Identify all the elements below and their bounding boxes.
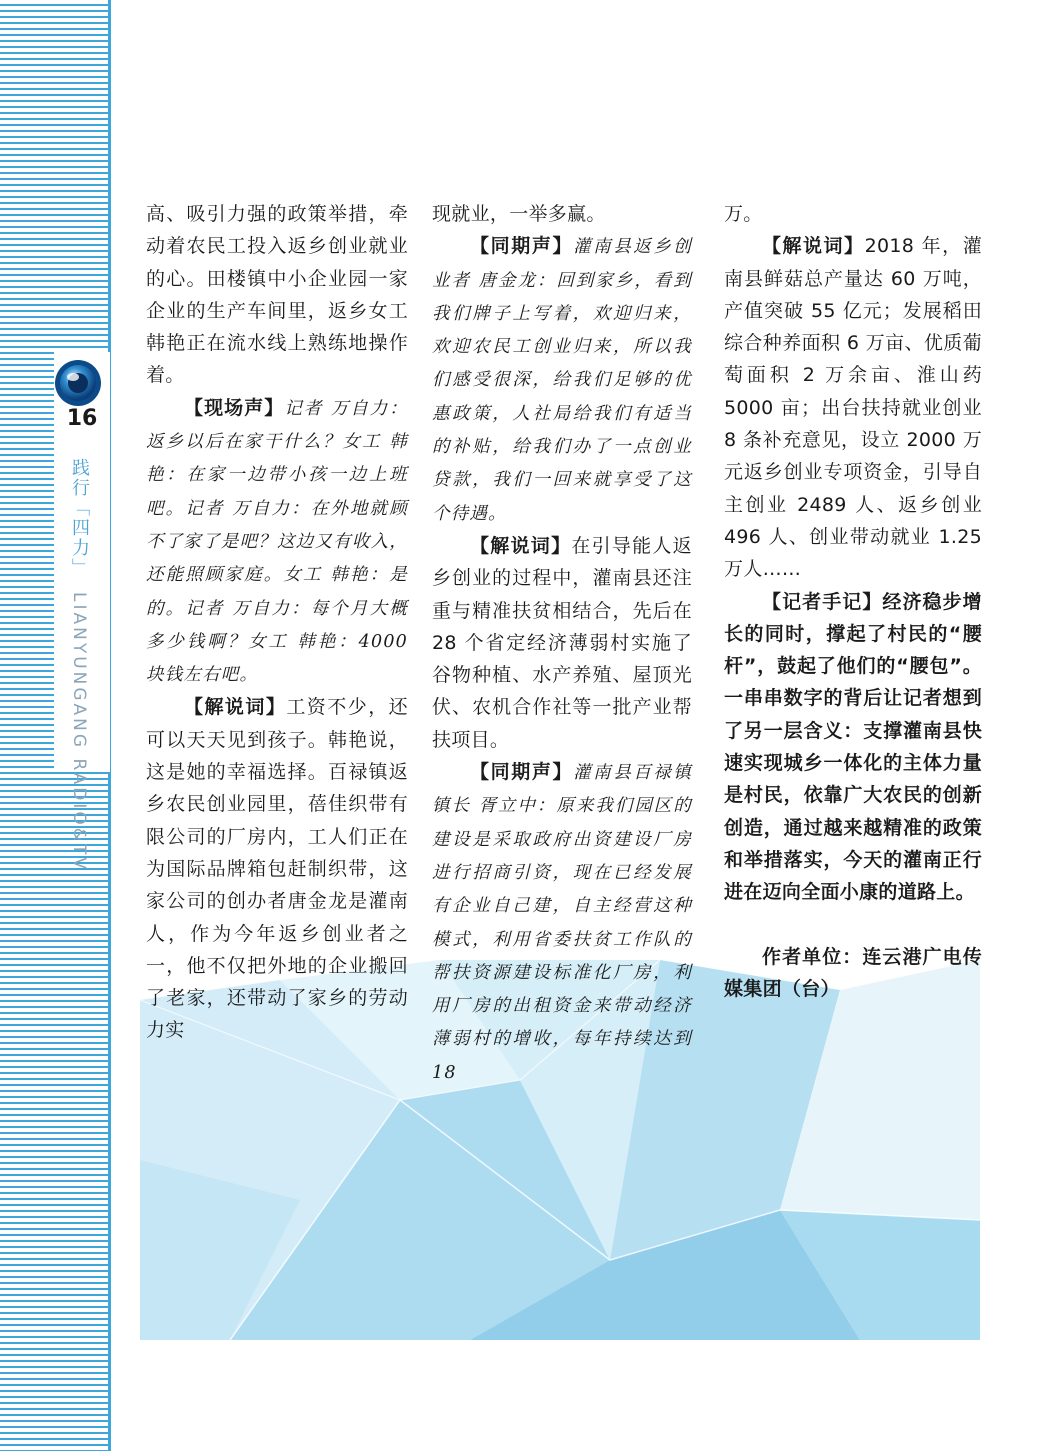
magazine-name-en: LIANYUNGANG RADIO&TV <box>69 592 89 872</box>
quote-text: 灌南县返乡创业者 唐金龙：回到家乡，看到我们牌子上写着，欢迎归来，欢迎农民工创业归来，所以我们感受很深，给我们足够的优惠政策，人社局给我们有适当的补贴，给我们办了一点创业贷款，我们一回来就享受了这个待遇。 <box>432 237 692 524</box>
narration-text: 工资不少，还可以天天见到孩子。韩艳说，这是她的幸福选择。百禄镇返乡农民创业园里，蓓佳织带有限公司的厂房内，工人们正在为国际品牌箱包赶制织带，这家公司的创办者唐金龙是灌南人，作为今年返乡创业者之一，他不仅把外地的企业搬回了老家，还带动了家乡的劳动力实 <box>146 696 408 1042</box>
quote-text: 灌南县百禄镇镇长 胥立中：原来我们园区的建设是采取政府出资建设厂房进行招商引资，现在已经发展有企业自己建，自主经营这种模式，利用省委扶贫工作队的帮扶资源建设标准化厂房，利用厂房的出租资金来带动经济薄弱村的增收，每年持续达到 18 <box>432 763 692 1083</box>
text-column-1 <box>146 198 408 1047</box>
paragraph: 现就业，一举多赢。 <box>432 203 606 225</box>
page-number: 16 <box>66 406 98 431</box>
author-affiliation: 作者单位：连云港广电传媒集团（台） <box>724 945 982 1000</box>
segment-tag: 【同期声】 <box>470 235 574 258</box>
quote-text: 记者 万自力：返乡以后在家干什么？女工 韩艳：在家一边带小孩一边上班吧。记者 万自力：在外地就顾不了家了是吧？这边又有收入，还能照顾家庭。女工 韩艳：是的。记者 万自力：每个月大概多少钱啊？女工 韩艳：4000 块钱左右吧。 <box>146 398 408 686</box>
paragraph: 万。 <box>724 203 763 225</box>
paragraph <box>432 230 692 530</box>
paragraph <box>146 392 408 692</box>
paragraph <box>432 756 692 1089</box>
section-vertical-label <box>64 458 92 872</box>
segment-tag: 【记者手记】 <box>762 590 883 613</box>
reporter-note-text: 经济稳步增长的同时，撑起了村民的“腰杆”，鼓起了他们的“腰包”。一串串数字的背后让记者想到了另一层含义：支撑灌南县快速实现城乡一体化的主体力量是村民，依靠广大农民的创新创造，通过越来越精准的政策和举措落实，今天的灌南正行进在迈向全面小康的道路上。 <box>724 590 982 904</box>
paragraph <box>432 530 692 756</box>
segment-tag: 【解说词】 <box>184 696 287 719</box>
text-column-2 <box>432 198 692 1089</box>
paragraph <box>724 586 982 909</box>
segment-tag: 【现场声】 <box>184 396 285 419</box>
segment-tag: 【解说词】 <box>470 534 572 557</box>
section-label: 践行「四力」 <box>69 458 90 578</box>
segment-tag: 【解说词】 <box>762 235 865 258</box>
lens-logo-icon <box>53 358 103 408</box>
paragraph: 高、吸引力强的政策举措，牵动着农民工投入返乡创业就业的心。田楼镇中小企业园一家企业的生产车间里，返乡女工韩艳正在流水线上熟练地操作着。 <box>146 203 408 387</box>
paragraph <box>146 691 408 1046</box>
narration-text: 在引导能人返乡创业的过程中，灌南县还注重与精准扶贫相结合，先后在 28 个省定经济薄弱村实施了谷物种植、水产养殖、屋顶光伏、农机合作社等一批产业帮扶项目。 <box>432 534 692 751</box>
text-column-3 <box>724 198 982 1005</box>
narration-text: 2018 年，灌南县鲜菇总产量达 60 万吨，产值突破 55 亿元；发展稻田综合种养面积 6 万亩、优质葡萄面积 2 万余亩、淮山药 5000 亩；出台扶持就业创业 8 条补充意见，设立 2000 万元返乡创业专项资金，引导自主创业 2489 人、返乡创业 496 人、创业带动就业 1.25 万人…… <box>724 235 982 581</box>
paragraph <box>724 230 982 585</box>
segment-tag: 【同期声】 <box>470 761 574 784</box>
